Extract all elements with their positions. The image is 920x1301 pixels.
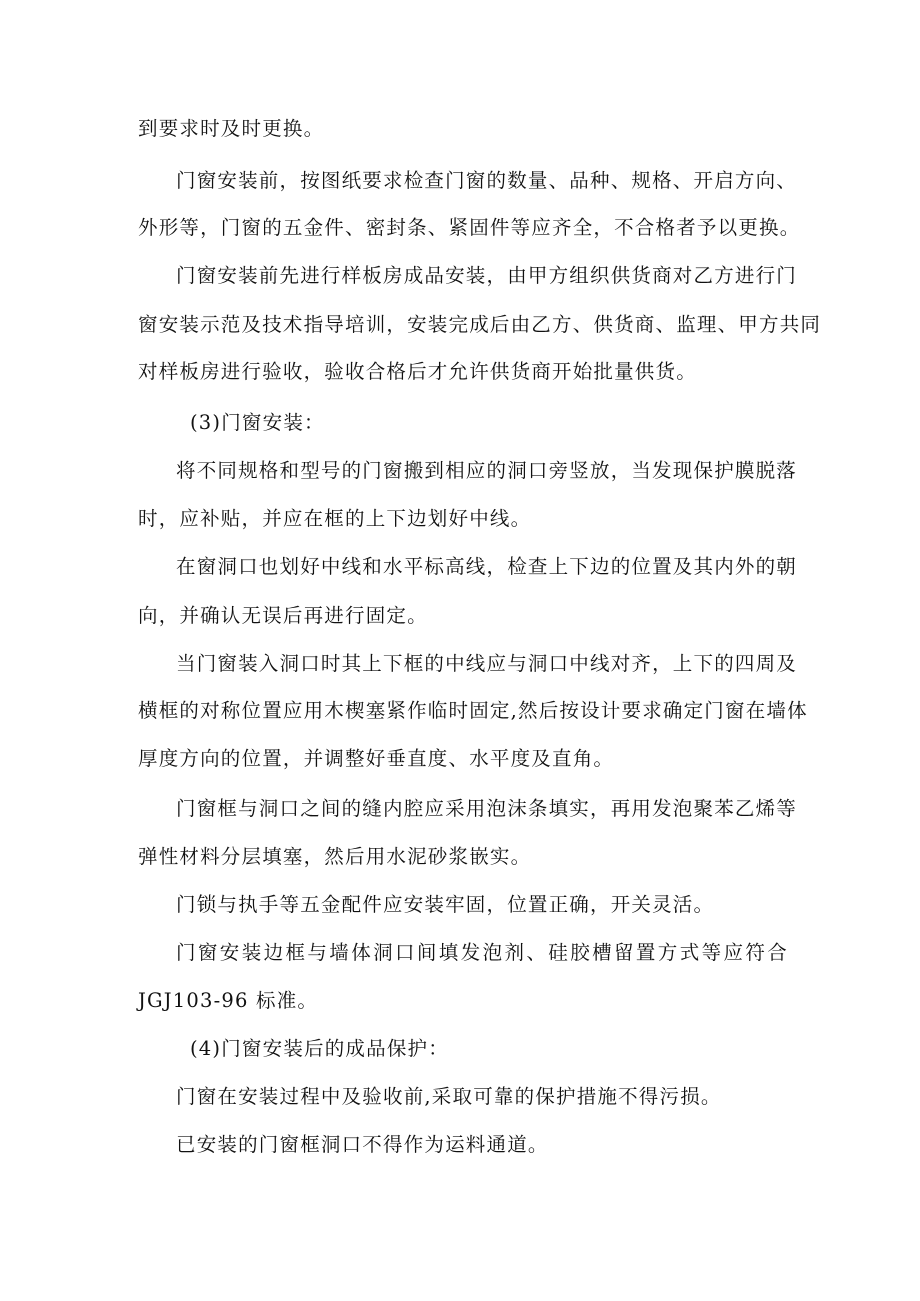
text-line: 将不同规格和型号的门窗搬到相应的洞口旁竖放，当发现保护膜脱落 [176,459,798,482]
text-line: 弹性材料分层填塞，然后用水泥砂浆嵌实。 [138,845,532,868]
section-heading: (4)门窗安装后的成品保护： [190,1037,449,1060]
text-line: 在窗洞口也划好中线和水平标高线，检查上下边的位置及其内外的朝 [176,555,798,578]
text-line: 向，并确认无误后再进行固定。 [138,604,428,627]
text-line: 横框的对称位置应用木楔塞紧作临时固定,然后按设计要求确定门窗在墙体 [138,699,808,722]
text-line: 门窗安装前，按图纸要求检查门窗的数量、品种、规格、开启方向、 [176,169,798,192]
text-line: 当门窗装入洞口时其上下框的中线应与洞口中线对齐，上下的四周及 [176,652,798,675]
text-line: 厚度方向的位置，并调整好垂直度、水平度及直角。 [138,747,615,770]
text-line: 门窗安装前先进行样板房成品安装，由甲方组织供货商对乙方进行门 [176,264,798,287]
text-line: 已安装的门窗框洞口不得作为运料通道。 [176,1133,549,1156]
text-line: 到要求时及时更换。 [138,117,325,140]
text-line: 时，应补贴，并应在框的上下边划好中线。 [138,507,532,530]
text-line: 门窗安装边框与墙体洞口间填发泡剂、硅胶槽留置方式等应符合 [176,941,788,964]
section-heading: (3)门窗安装： [190,411,325,434]
text-line: 门锁与执手等五金配件应安装牢固，位置正确，开关灵活。 [176,893,715,916]
text-line: 门窗框与洞口之间的缝内腔应采用泡沫条填实，再用发泡聚苯乙烯等 [176,797,798,820]
text-line: 外形等，门窗的五金件、密封条、紧固件等应齐全，不合格者予以更换。 [138,216,801,239]
text-line: 门窗在安装过程中及验收前,采取可靠的保护措施不得污损。 [176,1085,722,1108]
text-line: 窗安装示范及技术指导培训，安装完成后由乙方、供货商、监理、甲方共同 [138,313,822,336]
text-line: 对样板房进行验收，验收合格后才允许供货商开始批量供货。 [138,360,697,383]
text-line: JGJ103-96 标准。 [138,989,319,1012]
